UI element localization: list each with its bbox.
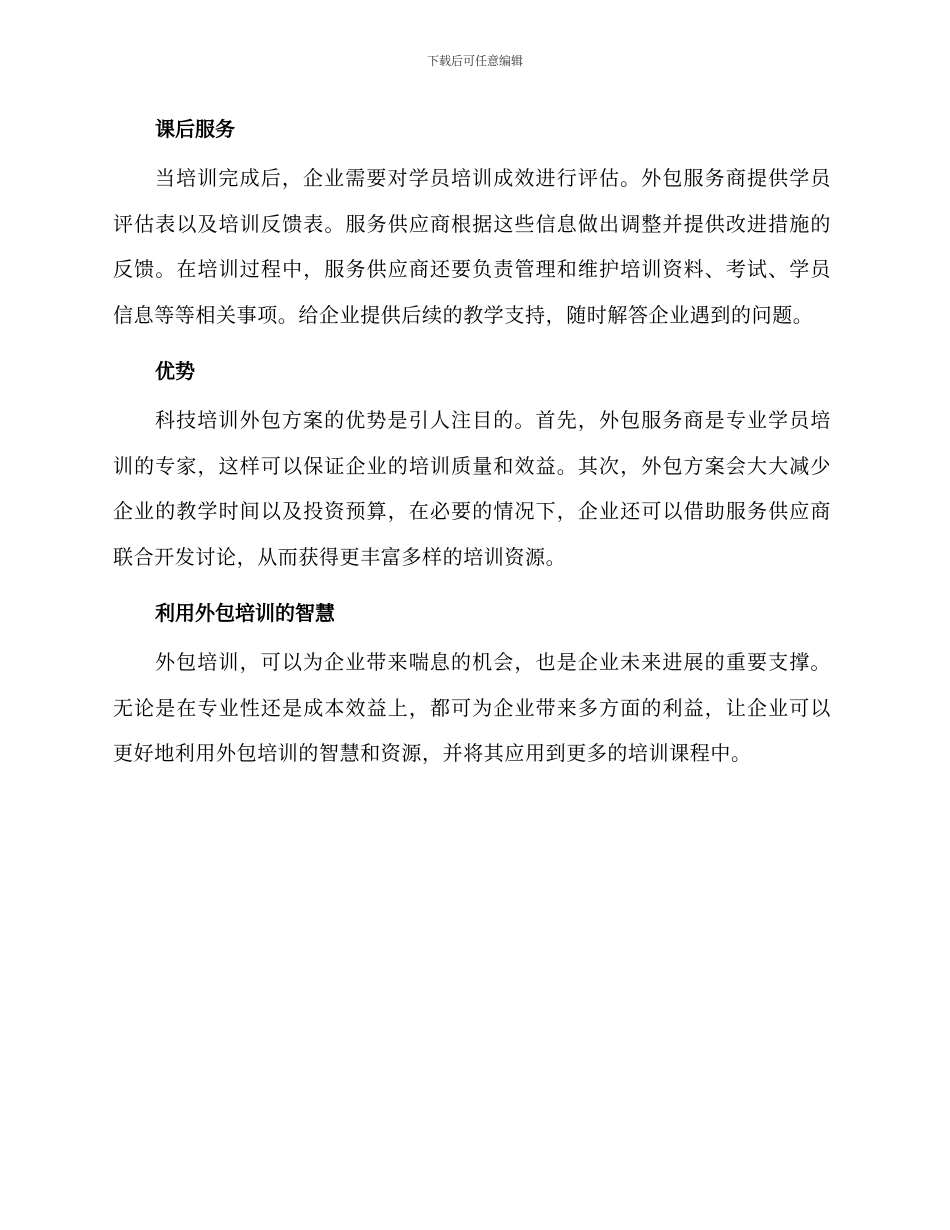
section-paragraph-advantages: 科技培训外包方案的优势是引人注目的。首先，外包服务商是专业学员培训的专家，这样可以保证企业的培训质量和效益。其次，外包方案会大大减少企业的教学时间以及投资预算，在必要的情况下，企业还可以借助服务供应商联合开发讨论，从而获得更丰富多样的培训资源。 <box>113 408 831 569</box>
section-paragraph-outsourcing-wisdom: 外包培训，可以为企业带来喘息的机会，也是企业未来进展的重要支撑。无论是在专业性还是成本效益上，都可为企业带来多方面的利益，让企业可以更好地利用外包培训的智慧和资源，并将其应用到更多的培训课程中。 <box>113 650 831 765</box>
section-heading-advantages: 优势 <box>155 359 195 383</box>
section-heading-outsourcing-wisdom: 利用外包培训的智慧 <box>155 601 335 625</box>
section-heading-after-class-service: 课后服务 <box>155 117 235 141</box>
document-body <box>113 106 831 787</box>
page-header: 下载后可任意编辑 <box>426 54 523 68</box>
section-paragraph-after-class-service: 当培训完成后，企业需要对学员培训成效进行评估。外包服务商提供学员评估表以及培训反馈表。服务供应商根据这些信息做出调整并提供改进措施的反馈。在培训过程中，服务供应商还要负责管理和维护培训资料、考试、学员信息等等相关事项。给企业提供后续的教学支持，随时解答企业遇到的问题。 <box>113 166 831 327</box>
